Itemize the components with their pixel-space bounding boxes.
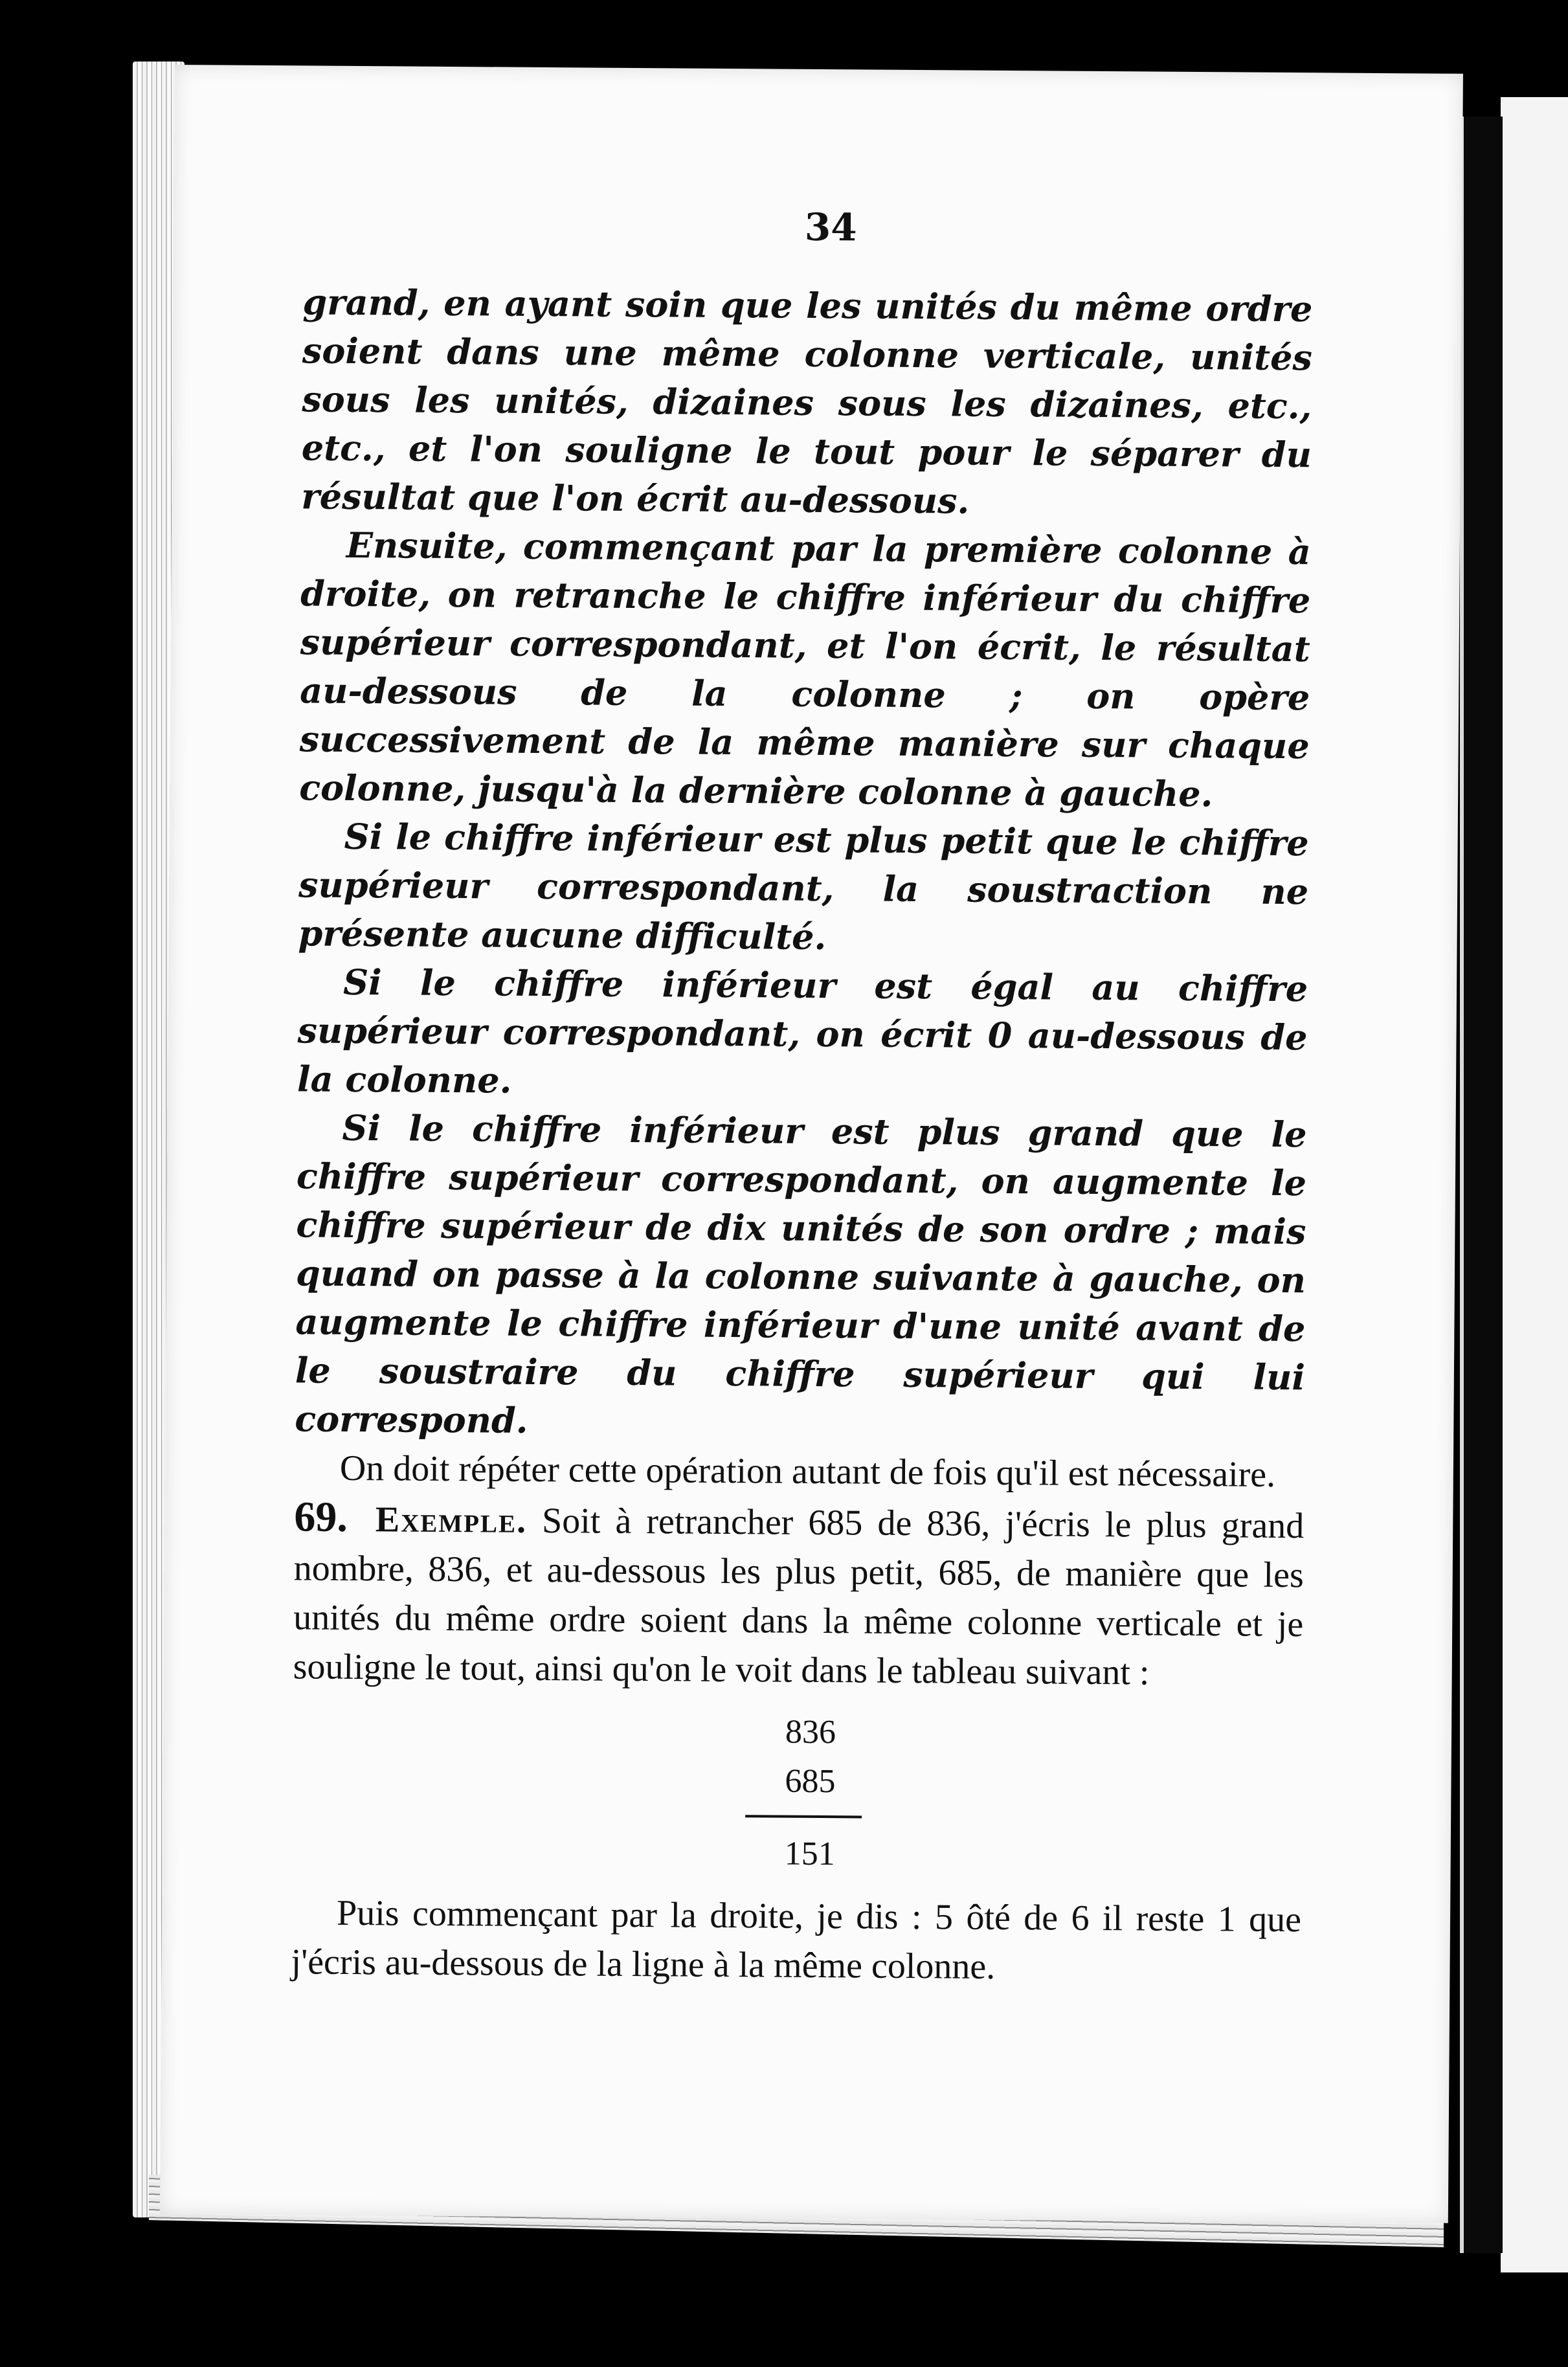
subtraction-table	[745, 1707, 875, 1879]
final-paragraph: Puis commençant par la droite, je dis : 5 ôté de 6 il reste 1 que j'écris au-dessous de la ligne à la même colonne.	[291, 1892, 1302, 1987]
example-text: Soit à retrancher 685 de 836, j'écris le plus grand nombre, 836, et au-dessous les plus petit, 685, de manière que les unités du même ordre soient dans la même colonne verticale et je souligne le tout, ainsi qu'on le voit dans le tableau suivant :	[293, 1501, 1305, 1693]
minuend: 836	[785, 1713, 836, 1751]
book-gutter	[1460, 117, 1503, 2253]
rule-paragraph-1: grand, en ayant soin que les unités du même ordre soient dans une même colonne verticale, unités sous les unités, dizaines sous les dizaines, etc., etc., et l'on souligne le tout pour le séparer du résultat que l'on écrit au-dessous.	[301, 281, 1313, 522]
sum-line	[745, 1815, 862, 1818]
rule-paragraph-5: Si le chiffre inférieur est plus grand que le chiffre supérieur correspondant, on augmente le chiffre supérieur de dix unités de son ordre ; mais quand on passe à la colonne suivante à gauche, on augmente le chiffre inférieur d'une unité avant de le soustraire du chiffre supérieur qui lui correspond.	[295, 1106, 1307, 1441]
repeat-paragraph: On doit répéter cette opération autant de fois qu'il est nécessaire.	[339, 1448, 1276, 1495]
rule-paragraph-2: Ensuite, commençant par la première colonne à droite, on retranche le chiffre inférieur du chiffre supérieur correspondant, et l'on écrit, le résultat au-dessous de la colonne ; on opère successivement de la même manière sur chaque colonne, jusqu'à la dernière colonne à gauche.	[298, 524, 1312, 815]
subtrahend: 685	[785, 1762, 836, 1800]
example-label: Exemple.	[375, 1499, 528, 1541]
example-paragraph	[293, 1492, 1304, 1698]
page-number: 34	[804, 205, 857, 250]
facing-page-strip	[1501, 97, 1568, 2272]
rule-paragraph-3: Si le chiffre inférieur est plus petit que le chiffre supérieur correspondant, la soustraction ne présente aucune difficulté.	[298, 815, 1309, 958]
difference: 151	[784, 1835, 835, 1873]
rule-paragraph-4: Si le chiffre inférieur est égal au chiffre supérieur correspondant, on écrit 0 au-dessous de la colonne.	[297, 961, 1308, 1101]
book-page	[160, 65, 1463, 2223]
page-content	[291, 201, 1313, 1993]
section-number: 69.	[294, 1493, 348, 1541]
